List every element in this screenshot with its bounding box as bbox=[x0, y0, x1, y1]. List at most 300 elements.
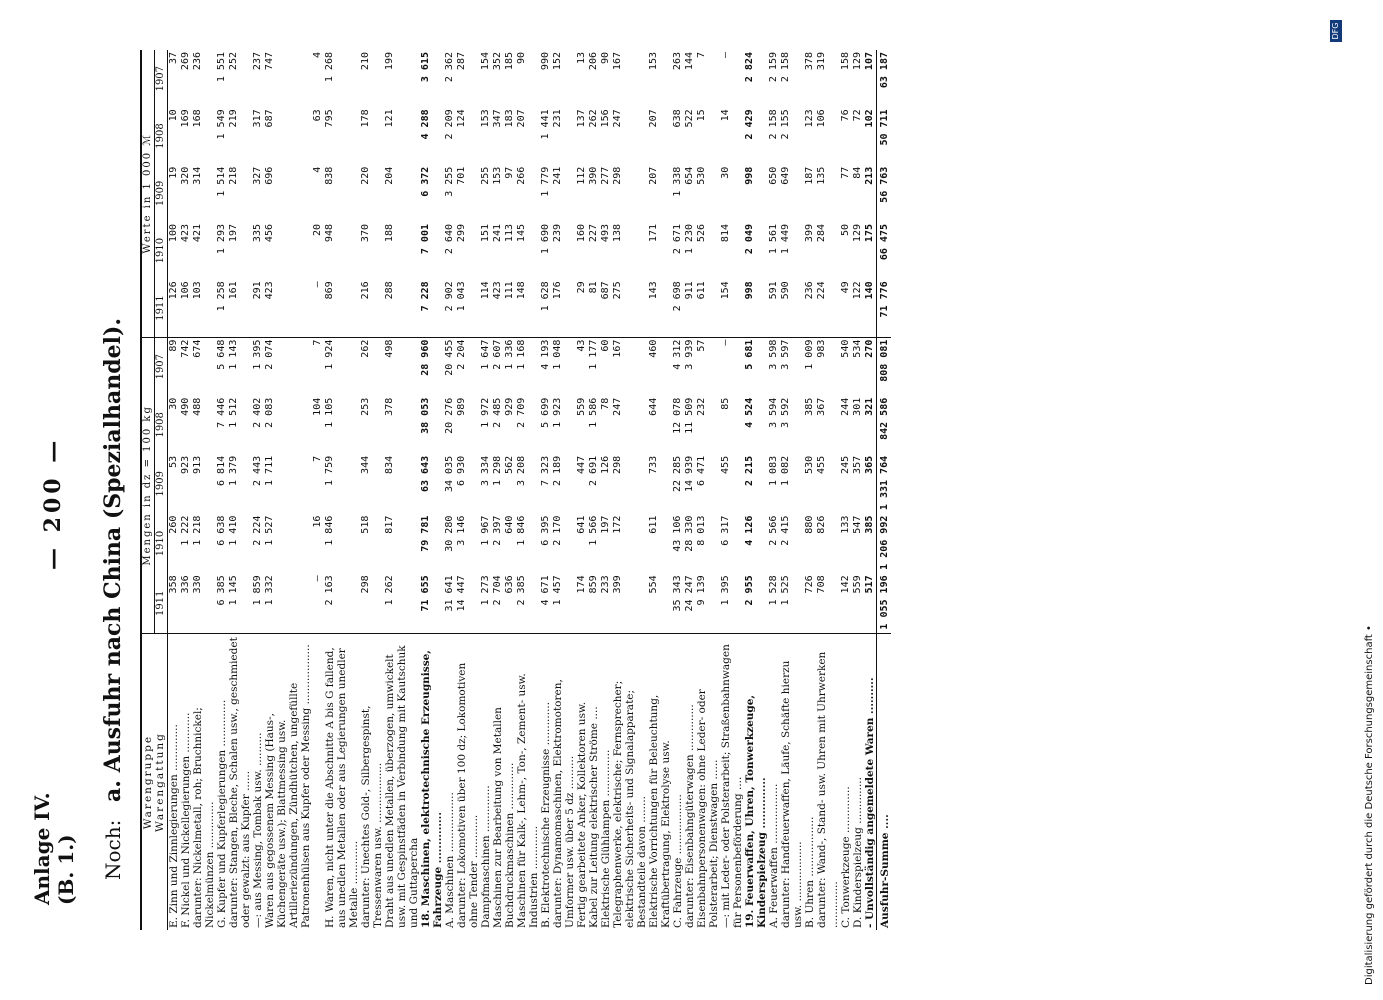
werte-cell: 154 bbox=[720, 279, 744, 337]
werte-cell: 2 824 bbox=[744, 52, 755, 83]
title-prefix: Noch: bbox=[101, 819, 125, 880]
werte-cell: 13 bbox=[576, 52, 587, 65]
table-row bbox=[780, 50, 804, 930]
werte-cell: 199 bbox=[384, 52, 395, 71]
row-label: A. Maschinen .................. bbox=[444, 634, 456, 930]
werte-cell: 144 bbox=[684, 52, 695, 71]
werte-cell: 167 bbox=[612, 52, 623, 71]
werte-cell: 71 776 bbox=[877, 279, 892, 337]
werte-cell: 158 bbox=[840, 52, 851, 71]
row-label: Eisenbahnpersonenwagen: ohne Leder- oder Polsterarbeit; Dienstwagen ...... bbox=[696, 634, 720, 930]
werte-cell: 319 bbox=[816, 52, 827, 71]
table-row bbox=[480, 50, 492, 930]
mengen-cell: 2 709 bbox=[516, 397, 527, 428]
mengen-cell: 142 bbox=[840, 575, 851, 594]
mengen-cell: 1 759 bbox=[324, 455, 335, 486]
mengen-cell: 1 647 bbox=[480, 339, 491, 370]
werte-cell: 107 bbox=[864, 52, 875, 71]
mengen-cell: 1 395 bbox=[252, 339, 263, 370]
row-label: A. Feuerwaffen .................. bbox=[768, 634, 780, 930]
mengen-cell: 611 bbox=[648, 515, 659, 534]
mengen-cell: 247 bbox=[612, 397, 623, 416]
col-header-group: Warengruppe Warengattung bbox=[141, 634, 168, 930]
mengen-cell: 6 385 bbox=[216, 575, 227, 606]
row-label: - Unvollständig angemeldete Waren .......... bbox=[864, 634, 877, 930]
mengen-cell: 733 bbox=[648, 455, 659, 474]
mengen-cell: 5 699 bbox=[540, 397, 551, 428]
werte-cell: 56 763 bbox=[877, 165, 892, 222]
row-label: darunter: Handfeuerwaffen, Läufe, Schäfte hierzu usw. .................. bbox=[780, 634, 804, 930]
mengen-cell: 2 224 bbox=[252, 515, 263, 546]
werte-cell: 530 bbox=[696, 166, 707, 185]
mengen-cell: 30 280 bbox=[444, 515, 455, 552]
werte-cell: 1 514 bbox=[216, 166, 227, 197]
mengen-cell: 1 332 bbox=[264, 575, 275, 606]
table-row bbox=[816, 50, 840, 930]
werte-cell: 650 bbox=[768, 166, 779, 185]
werte-header: Werte in 1 000 ℳ bbox=[141, 50, 155, 337]
mengen-cell: 172 bbox=[612, 515, 623, 534]
mengen-cell: 2 189 bbox=[552, 455, 563, 486]
werte-cell: 262 bbox=[588, 109, 599, 128]
row-label: Fertig gearbeitete Anker, Kollektoren usw. bbox=[576, 634, 588, 930]
mengen-cell: 2 397 bbox=[492, 515, 503, 546]
werte-cell: 102 bbox=[864, 109, 875, 128]
werte-cell: 90 bbox=[600, 52, 611, 65]
row-label: Kabel zur Leitung elektrischer Ströme .... bbox=[588, 634, 600, 930]
werte-cell: 7 bbox=[696, 52, 707, 59]
mengen-cell: 2 485 bbox=[492, 397, 503, 428]
row-label: 19. Feuerwaffen, Uhren, Tonwerkzeuge, Kinderspielzeug .............. bbox=[744, 634, 768, 930]
werte-cell: 1 779 bbox=[540, 166, 551, 197]
mengen-cell: 547 bbox=[852, 515, 863, 534]
mengen-cell: 517 bbox=[864, 575, 875, 594]
werte-cell: 701 bbox=[456, 166, 467, 185]
mengen-cell: 1 923 bbox=[552, 397, 563, 428]
werte-cell: 63 bbox=[312, 109, 323, 122]
werte-cell: 183 bbox=[504, 109, 515, 128]
row-label: darunter: Wand-, Stand- usw. Uhren mit Uhrwerken .............. bbox=[816, 634, 840, 930]
werte-cell: 10 bbox=[168, 109, 179, 122]
table-row bbox=[324, 50, 360, 930]
werte-cell: 288 bbox=[384, 279, 420, 337]
mengen-cell: 7 323 bbox=[540, 455, 551, 486]
row-label: C. Tonwerkzeuge .............. bbox=[840, 634, 852, 930]
mengen-cell: 2 083 bbox=[264, 397, 275, 428]
werte-year-1911: 1911 bbox=[155, 279, 168, 337]
werte-cell: 63 187 bbox=[877, 50, 892, 107]
werte-cell: 227 bbox=[588, 224, 599, 243]
annex-header bbox=[30, 792, 78, 905]
row-label: D. Kinderspielzeug .............. bbox=[852, 634, 864, 930]
mengen-cell: 298 bbox=[360, 575, 371, 594]
werte-cell: 327 bbox=[252, 166, 263, 185]
werte-cell: 213 bbox=[864, 166, 875, 185]
werte-cell: 1 268 bbox=[324, 52, 335, 83]
werte-cell: 3 255 bbox=[444, 166, 455, 197]
werte-cell: 2 049 bbox=[744, 224, 755, 255]
werte-cell: 275 bbox=[612, 279, 648, 337]
werte-cell: 72 bbox=[852, 109, 863, 122]
table-row bbox=[877, 50, 892, 930]
mengen-cell: 358 bbox=[168, 575, 179, 594]
row-label: Telegraphenwerke, elektrische; Fernsprecher; elektrische Sicherheits- und Signalapparate; Bestandteile davon ........ bbox=[612, 634, 648, 930]
werte-cell: 747 bbox=[264, 52, 275, 71]
werte-cell: 152 bbox=[552, 52, 563, 71]
werte-cell: 153 bbox=[648, 52, 659, 71]
werte-cell: 1 449 bbox=[780, 224, 791, 255]
werte-cell: 129 bbox=[852, 52, 863, 71]
mengen-cell: 1 379 bbox=[228, 455, 239, 486]
werte-cell: 1 441 bbox=[540, 109, 551, 140]
mengen-cell: 2 170 bbox=[552, 515, 563, 546]
werte-cell: 1 549 bbox=[216, 109, 227, 140]
mengen-cell: 53 bbox=[168, 455, 179, 468]
werte-cell: 216 bbox=[360, 279, 384, 337]
werte-cell: 175 bbox=[864, 224, 875, 243]
werte-cell: 123 bbox=[804, 109, 815, 128]
table-row bbox=[312, 50, 324, 930]
table-row bbox=[504, 50, 516, 930]
row-label: darunter: Lokomotiven über 100 dz; Lokomotiven ohne Tender ............. bbox=[456, 634, 480, 930]
row-label: Draht aus unedlen Metallen, überzogen, umwickelt usw. mit Gespinstfäden in Verbindung mit Kautschuk und Guttapercha bbox=[384, 634, 420, 930]
mengen-header: Mengen in dz = 100 kg bbox=[141, 337, 155, 634]
mengen-cell: 880 bbox=[804, 515, 815, 534]
werte-cell: 4 288 bbox=[420, 109, 431, 140]
mengen-cell: 1 145 bbox=[228, 575, 239, 606]
table-row bbox=[588, 50, 600, 930]
mengen-cell: 57 bbox=[696, 339, 707, 352]
mengen-year-1911: 1911 bbox=[155, 573, 168, 633]
mengen-cell: 1 711 bbox=[264, 455, 275, 486]
werte-cell: 20 bbox=[312, 224, 323, 237]
werte-cell: 252 bbox=[228, 52, 239, 71]
row-label: F. Nickel und Nickellegierungen ............ bbox=[180, 634, 192, 930]
werte-cell: 4 bbox=[312, 166, 323, 173]
row-label: darunter: Stangen, Bleche, Schalen usw., geschmiedet oder gewalzt: aus Kupfer ...... bbox=[228, 634, 252, 930]
mengen-cell: 22 285 bbox=[672, 455, 683, 492]
table-row bbox=[720, 50, 744, 930]
mengen-cell: 38 053 bbox=[420, 397, 431, 434]
werte-cell: 153 bbox=[480, 109, 491, 128]
werte-cell: 204 bbox=[384, 166, 395, 185]
mengen-cell: 859 bbox=[588, 575, 599, 594]
mengen-cell: 3 592 bbox=[780, 397, 791, 428]
row-label: C. Fahrzeuge .................. bbox=[672, 634, 684, 930]
mengen-cell: 3 208 bbox=[516, 455, 527, 486]
table-row bbox=[744, 50, 768, 930]
werte-cell: 113 bbox=[504, 224, 515, 243]
mengen-cell: 1 083 bbox=[768, 455, 779, 486]
row-label: G. Kupfer und Kupferlegierungen .............. bbox=[216, 634, 228, 930]
werte-cell: 241 bbox=[552, 166, 563, 185]
mengen-cell: 1 105 bbox=[324, 397, 335, 428]
mengen-cell: 641 bbox=[576, 515, 587, 534]
table-row bbox=[360, 50, 384, 930]
mengen-cell: 2 691 bbox=[588, 455, 599, 486]
table-row bbox=[552, 50, 576, 930]
table-row bbox=[612, 50, 648, 930]
mengen-cell: 330 bbox=[192, 575, 203, 594]
table-row bbox=[444, 50, 456, 930]
werte-cell: 140 bbox=[864, 279, 877, 337]
werte-cell: 7 228 bbox=[420, 279, 444, 337]
werte-cell: 2 158 bbox=[768, 109, 779, 140]
mengen-cell: 3 598 bbox=[768, 339, 779, 370]
werte-cell: 998 bbox=[744, 166, 755, 185]
werte-cell: 151 bbox=[480, 224, 491, 243]
mengen-cell: 20 276 bbox=[444, 397, 455, 434]
table-row bbox=[768, 50, 780, 930]
werte-cell: 111 bbox=[504, 279, 516, 337]
werte-cell: 1 628 bbox=[540, 279, 552, 337]
werte-cell: 277 bbox=[600, 166, 611, 185]
werte-cell: 29 bbox=[576, 279, 588, 337]
werte-cell: 207 bbox=[516, 109, 527, 128]
mengen-cell: 14 939 bbox=[684, 455, 695, 492]
werte-cell: 838 bbox=[324, 166, 335, 185]
table-row bbox=[180, 50, 192, 930]
mengen-cell: 12 078 bbox=[672, 397, 683, 434]
mengen-cell: 5 681 bbox=[744, 339, 755, 370]
mengen-cell: 2 402 bbox=[252, 397, 263, 428]
mengen-cell: 1 273 bbox=[480, 575, 491, 606]
werte-cell: 138 bbox=[612, 224, 623, 243]
mengen-cell: 2 385 bbox=[516, 575, 527, 606]
werte-cell: 135 bbox=[816, 166, 827, 185]
mengen-cell: 455 bbox=[816, 455, 827, 474]
werte-cell: 654 bbox=[684, 166, 695, 185]
werte-cell: 638 bbox=[672, 109, 683, 128]
footer-note-wrap bbox=[1364, 0, 1378, 1000]
mengen-cell: 1 206 992 bbox=[877, 514, 892, 574]
row-label: E. Zinn und Zinnlegierungen .............. bbox=[168, 634, 181, 930]
werte-cell: 299 bbox=[456, 224, 467, 243]
werte-cell: 37 bbox=[168, 52, 179, 65]
werte-cell: 114 bbox=[480, 279, 492, 337]
mengen-cell: 253 bbox=[360, 397, 371, 416]
mengen-cell: 1 525 bbox=[780, 575, 791, 606]
werte-cell: 649 bbox=[780, 166, 791, 185]
werte-cell: 106 bbox=[180, 279, 192, 337]
mengen-cell: 16 bbox=[312, 515, 323, 528]
mengen-cell: 6 395 bbox=[540, 515, 551, 546]
werte-cell: 145 bbox=[516, 224, 527, 243]
mengen-cell: 1 336 bbox=[504, 339, 515, 370]
werte-cell: 522 bbox=[684, 109, 695, 128]
mengen-cell: 808 081 bbox=[877, 337, 892, 396]
werte-cell: 611 bbox=[696, 279, 720, 337]
mengen-cell: 6 814 bbox=[216, 455, 227, 486]
mengen-cell: 1 218 bbox=[192, 515, 203, 546]
mengen-cell: 636 bbox=[504, 575, 515, 594]
mengen-cell: 534 bbox=[852, 339, 863, 358]
werte-cell: 7 001 bbox=[420, 224, 431, 255]
mengen-cell: 7 bbox=[312, 455, 323, 462]
mengen-cell: 30 bbox=[168, 397, 179, 410]
werte-cell: 15 bbox=[696, 109, 707, 122]
mengen-cell: 3 594 bbox=[768, 397, 779, 428]
mengen-cell: 540 bbox=[840, 339, 851, 358]
werte-cell: 247 bbox=[612, 109, 623, 128]
mengen-cell: 923 bbox=[180, 455, 191, 474]
mengen-cell: 2 163 bbox=[324, 575, 335, 606]
mengen-cell: 244 bbox=[840, 397, 851, 416]
mengen-cell: 298 bbox=[612, 455, 623, 474]
row-label: darunter: Unechtes Gold-, Silbergespinst, Tressenwaren usw. .................. bbox=[360, 634, 384, 930]
mengen-cell: 336 bbox=[180, 575, 191, 594]
mengen-cell: 262 bbox=[360, 339, 371, 358]
werte-cell: 176 bbox=[552, 279, 576, 337]
werte-cell: 6 372 bbox=[420, 166, 431, 197]
mengen-cell: 89 bbox=[168, 339, 179, 352]
mengen-cell: 78 bbox=[600, 397, 611, 410]
werte-cell: 591 bbox=[768, 279, 780, 337]
mengen-cell: 174 bbox=[576, 575, 587, 594]
mengen-year-1909: 1909 bbox=[155, 454, 168, 514]
mengen-cell: 447 bbox=[576, 455, 587, 474]
werte-cell: 97 bbox=[504, 166, 515, 179]
werte-cell: 2 209 bbox=[444, 109, 455, 140]
mengen-cell: 1 055 196 bbox=[877, 573, 892, 633]
werte-cell: 335 bbox=[252, 224, 263, 243]
werte-cell: 687 bbox=[600, 279, 612, 337]
row-label: Elektrische Glühlampen .............. bbox=[600, 634, 612, 930]
mengen-cell: 3 597 bbox=[780, 339, 791, 370]
werte-cell: 493 bbox=[600, 224, 611, 243]
werte-cell: 1 690 bbox=[540, 224, 551, 255]
mengen-cell: 1 967 bbox=[480, 515, 491, 546]
werte-cell: 352 bbox=[492, 52, 503, 71]
mengen-cell: 826 bbox=[816, 515, 827, 534]
mengen-cell: 367 bbox=[816, 397, 827, 416]
werte-cell: 370 bbox=[360, 224, 371, 243]
werte-cell: 2 902 bbox=[444, 279, 456, 337]
werte-cell: 2 155 bbox=[780, 109, 791, 140]
table-row bbox=[492, 50, 504, 930]
mengen-cell: 929 bbox=[504, 397, 515, 416]
werte-cell: 255 bbox=[480, 166, 491, 185]
werte-cell: 112 bbox=[576, 166, 587, 185]
mengen-cell: 43 bbox=[576, 339, 587, 352]
mengen-cell: 2 074 bbox=[264, 339, 275, 370]
mengen-cell: 24 247 bbox=[684, 575, 695, 612]
werte-cell: 81 bbox=[588, 279, 600, 337]
table-row bbox=[264, 50, 312, 930]
werte-cell: 106 bbox=[816, 109, 827, 128]
mengen-cell: 1 262 bbox=[384, 575, 395, 606]
mengen-cell: 913 bbox=[192, 455, 203, 474]
mengen-cell: 1 846 bbox=[516, 515, 527, 546]
table-row bbox=[252, 50, 264, 930]
mengen-cell: 3 146 bbox=[456, 515, 467, 546]
mengen-cell: 85 bbox=[720, 397, 731, 410]
werte-cell: 2 159 bbox=[768, 52, 779, 83]
mengen-cell: 11 509 bbox=[684, 397, 695, 434]
row-label: Dampfmaschinen .............. bbox=[480, 634, 492, 930]
werte-cell: 160 bbox=[576, 224, 587, 243]
mengen-cell: 167 bbox=[612, 339, 623, 358]
werte-cell: 423 bbox=[180, 224, 191, 243]
mengen-cell: 2 704 bbox=[492, 575, 503, 606]
mengen-cell: 2 955 bbox=[744, 575, 755, 606]
annex-title: Anlage IV. bbox=[30, 792, 54, 905]
row-label: H. Waren, nicht unter die Abschnitte A bis G fallend, aus unedlen Metallen oder aus Legierungen unedler Metalle ............. bbox=[324, 634, 360, 930]
mengen-cell: 63 643 bbox=[420, 455, 431, 492]
werte-cell: 66 475 bbox=[877, 222, 892, 279]
werte-cell: 171 bbox=[648, 224, 659, 243]
mengen-cell: 1 527 bbox=[264, 515, 275, 546]
mengen-cell: 455 bbox=[720, 455, 731, 474]
mengen-cell: 9 139 bbox=[696, 575, 707, 606]
mengen-cell: 6 317 bbox=[720, 515, 731, 546]
werte-cell: 236 bbox=[192, 52, 203, 71]
mengen-cell: 20 455 bbox=[444, 339, 455, 376]
page-number: — 200 — bbox=[40, 436, 66, 570]
mengen-cell: 7 446 bbox=[216, 397, 227, 428]
werte-cell: 2 362 bbox=[444, 52, 455, 83]
mengen-cell: 1 846 bbox=[324, 515, 335, 546]
row-label: —: aus Messing, Tombak usw. .......... bbox=[252, 634, 264, 930]
mengen-cell: 1 924 bbox=[324, 339, 335, 370]
mengen-cell: 71 655 bbox=[420, 575, 431, 612]
werte-cell: 287 bbox=[456, 52, 467, 71]
werte-cell: 49 bbox=[840, 279, 852, 337]
werte-cell: 220 bbox=[360, 166, 371, 185]
werte-cell: 266 bbox=[516, 166, 527, 185]
mengen-cell: 6 930 bbox=[456, 455, 467, 486]
row-label: Maschinen für Kalk-, Lehm-, Ton-, Zement- usw. Industrien ............. bbox=[516, 634, 540, 930]
mengen-cell: 1 168 bbox=[516, 339, 527, 370]
mengen-cell: 14 447 bbox=[456, 575, 467, 612]
mengen-cell: 518 bbox=[360, 515, 371, 534]
werte-cell: 187 bbox=[804, 166, 815, 185]
werte-cell: 121 bbox=[384, 109, 395, 128]
mengen-cell: 640 bbox=[504, 515, 515, 534]
mengen-cell: 834 bbox=[384, 455, 395, 474]
werte-cell: 210 bbox=[360, 52, 371, 71]
werte-year-1907: 1907 bbox=[155, 50, 168, 107]
mengen-cell: 4 524 bbox=[744, 397, 755, 428]
mengen-cell: 1 298 bbox=[492, 455, 503, 486]
mengen-cell: 28 330 bbox=[684, 515, 695, 552]
mengen-cell: 357 bbox=[852, 455, 863, 474]
mengen-cell: 498 bbox=[384, 339, 395, 358]
mengen-cell: 2 215 bbox=[744, 455, 755, 486]
werte-cell: 2 698 bbox=[672, 279, 684, 337]
row-label: Ausfuhr-Summe .... bbox=[877, 634, 892, 930]
werte-cell: 14 bbox=[720, 109, 731, 122]
werte-cell: 2 158 bbox=[780, 52, 791, 83]
mengen-cell: 530 bbox=[804, 455, 815, 474]
mengen-cell: 1 512 bbox=[228, 397, 239, 428]
werte-cell: 143 bbox=[648, 279, 672, 337]
werte-cell: 814 bbox=[720, 224, 731, 243]
mengen-cell: 79 781 bbox=[420, 515, 431, 552]
werte-cell: 1 561 bbox=[768, 224, 779, 255]
werte-cell: 90 bbox=[516, 52, 527, 65]
werte-cell: 168 bbox=[192, 109, 203, 128]
werte-cell: 100 bbox=[168, 224, 179, 243]
mengen-cell: — bbox=[312, 575, 323, 582]
mengen-cell: 726 bbox=[804, 575, 815, 594]
mengen-cell: 674 bbox=[192, 339, 203, 358]
werte-cell: 241 bbox=[492, 224, 503, 243]
mengen-year-1908: 1908 bbox=[155, 396, 168, 454]
werte-cell: 998 bbox=[744, 279, 768, 337]
row-label: B. Elektrotechnische Erzeugnisse ............. bbox=[540, 634, 552, 930]
werte-cell: 298 bbox=[612, 166, 623, 185]
